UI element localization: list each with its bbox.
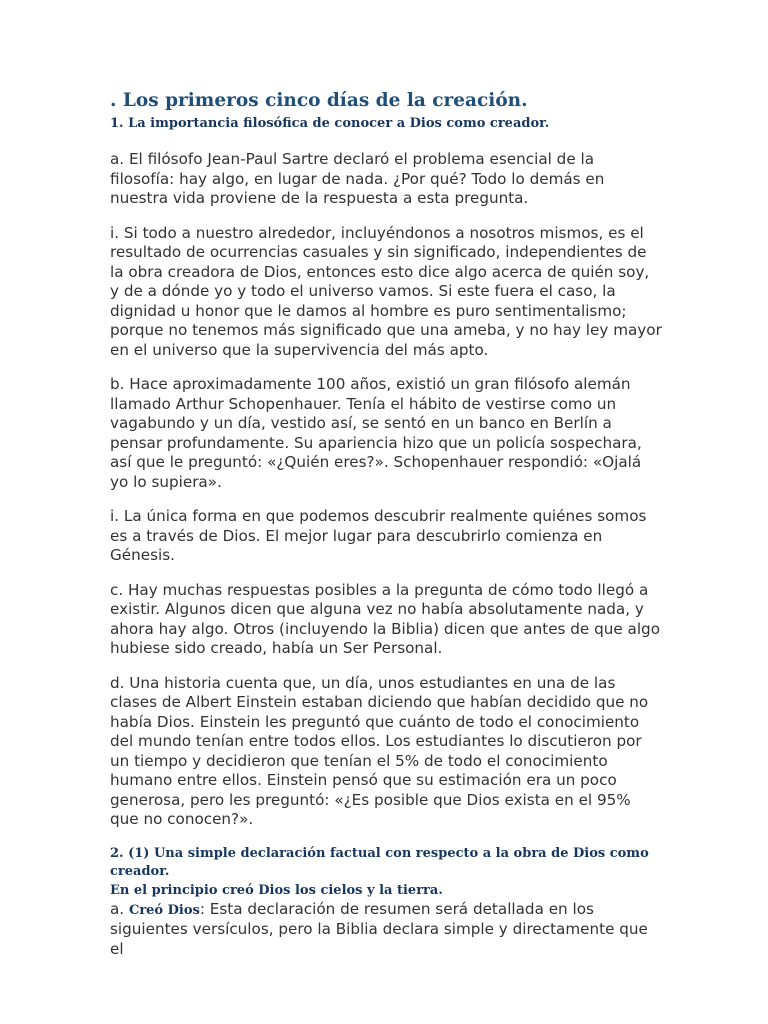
section-1-subtitle: 1. La importancia filosófica de conocer a Dios como creador. (110, 116, 550, 131)
paragraph-c: c. Hay muchas respuestas posibles a la pregunta de cómo todo llegó a existir. Algunos dicen que alguna vez no había absolutamente nada, y ahora hay algo. Otros (incluyendo la Biblia) dicen que antes de que algo hubiese sido creado, había un Ser Personal. (110, 580, 660, 657)
paragraph-a: a. El filósofo Jean-Paul Sartre declaró el problema esencial de la filosofía: hay algo, en lugar de nada. ¿Por qué? Todo lo demás en nuestra vida proviene de la respuesta a esta pregunta. (110, 150, 605, 207)
page-title: . Los primeros cinco días de la creación. (110, 90, 528, 111)
item-text: : Esta declaración de resumen será detallada en los siguientes versículos, pero la Biblia declara simple y directamente que el (110, 899, 648, 958)
section-2-heading: 2. (1) Una simple declaración factual con respecto a la obra de Dios como creador. (110, 845, 649, 879)
item-term: Creó Dios (128, 902, 200, 918)
item-prefix: a. (110, 899, 129, 918)
paragraph-b-i: i. La única forma en que podemos descubrir realmente quiénes somos es a través de Dios. El mejor lugar para descubrirlo comienza en Génesis. (110, 507, 647, 564)
section-2-verse: En el principio creó Dios los cielos y la tierra. (110, 882, 443, 898)
paragraph-d: d. Una historia cuenta que, un día, unos estudiantes en una de las clases de Albert Einstein estaban diciendo que habían decidido que no había Dios. Einstein les preguntó que cuánto de todo el conocimiento del mundo tenían entre todos ellos. Los estudiantes lo discutieron por un tiempo y decidieron que tenían el 5% de todo el conocimiento humano entre ellos. Einstein pensó que su estimación era un poco generosa, pero les preguntó: «¿Es posible que Dios exista en el 95% que no conocen?». (110, 673, 649, 828)
paragraph-b: b. Hace aproximadamente 100 años, existió un gran filósofo alemán llamado Arthur Schopenhauer. Tenía el hábito de vestirse como un vagabundo y un día, vestido así, se sentó en un banco en Berlín a pensar profundamente. Su apariencia hizo que un policía sospechara, así que le preguntó: «¿Quién eres?». Schopenhauer respondió: «Ojalá yo lo supiera». (110, 375, 642, 491)
paragraph-a-i: i. Si todo a nuestro alrededor, incluyéndonos a nosotros mismos, es el resultado de ocurrencias casuales y sin significado, independientes de la obra creadora de Dios, entonces esto dice algo acerca de quién soy, y de a dónde yo y todo el universo vamos. Si este fuera el caso, la dignidad u honor que le damos al hombre es puro sentimentalismo; porque no tenemos más significado que una ameba, y no hay ley mayor en el universo que la supervivencia del más apto. (110, 223, 662, 359)
section-2-item-a (110, 900, 662, 960)
document-page (110, 88, 662, 974)
